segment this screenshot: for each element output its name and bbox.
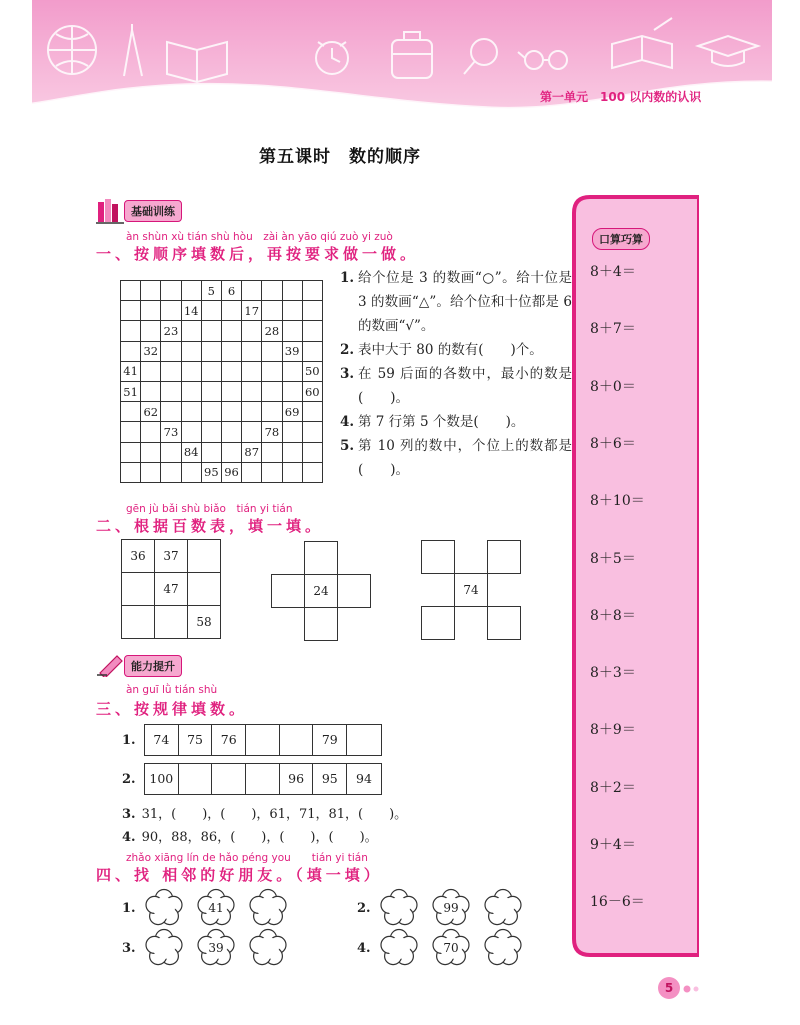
flower-value <box>379 928 419 968</box>
group-label: 4. <box>357 940 371 956</box>
hundred-chart-row <box>121 281 323 301</box>
flower-blank[interactable] <box>248 888 288 928</box>
hundred-chart-cell[interactable] <box>282 381 302 401</box>
mental-math-item[interactable]: 8＋2＝ <box>590 779 636 796</box>
hundred-chart-cell[interactable] <box>141 321 161 341</box>
hundred-chart-cell[interactable] <box>302 442 322 462</box>
hundred-chart-row <box>121 321 323 341</box>
hundred-chart-cell[interactable] <box>262 402 282 422</box>
flower-value <box>248 888 288 928</box>
mental-math-item[interactable]: 16－6＝ <box>590 894 645 911</box>
sequence-boxes <box>144 724 382 756</box>
hundred-chart-cell[interactable] <box>161 402 181 422</box>
flower-blank[interactable] <box>144 928 184 968</box>
hundred-chart-cell[interactable] <box>221 301 241 321</box>
hundred-chart-row <box>121 361 323 381</box>
mental-math-item[interactable]: 8＋4＝ <box>590 264 636 280</box>
sequence-cell: 96 <box>280 764 314 794</box>
hundred-chart-cell[interactable] <box>201 381 221 401</box>
flower-given <box>196 928 236 968</box>
hundred-chart-row <box>121 341 323 361</box>
hundred-chart-cell[interactable] <box>262 301 282 321</box>
flower-value: 41 <box>208 901 224 915</box>
question-text: 在 59 后面的各数中，最小的数是( )。 <box>358 366 572 406</box>
hundred-chart-cell[interactable] <box>201 422 221 442</box>
hundred-chart-cell[interactable] <box>242 361 262 381</box>
question-number: 3. <box>340 366 355 382</box>
hundred-chart-cell[interactable] <box>302 341 322 361</box>
neighbor-group <box>357 928 535 968</box>
question-number: 5. <box>340 438 355 454</box>
sequence-cell: 74 <box>145 725 179 755</box>
hundred-chart-cell[interactable] <box>242 462 262 482</box>
question-number: 1. <box>340 270 355 286</box>
question-item <box>340 266 572 338</box>
hundred-chart-cell[interactable] <box>161 381 181 401</box>
hundred-chart-cell[interactable] <box>282 442 302 462</box>
hundred-chart-cell[interactable] <box>141 422 161 442</box>
hundred-chart-cell[interactable] <box>221 422 241 442</box>
hundred-chart-cell[interactable] <box>242 321 262 341</box>
hundred-chart-cell[interactable] <box>121 341 141 361</box>
hundred-chart-cell[interactable] <box>141 301 161 321</box>
flower-value <box>248 928 288 968</box>
question-item <box>340 362 572 410</box>
hundred-chart-cell[interactable] <box>262 361 282 381</box>
hundred-chart-cell[interactable] <box>221 402 241 422</box>
hundred-chart-cell[interactable] <box>201 402 221 422</box>
section-4-pinyin: zhǎo xiāng lín de hǎo péng you tián yi tián <box>126 852 368 864</box>
sequence-cell[interactable] <box>280 725 314 755</box>
hundred-chart-cell: 50 <box>302 361 322 381</box>
hundred-chart-cell[interactable] <box>161 341 181 361</box>
section-4-title: 四、找 相邻的好朋友。（填一填） <box>96 866 383 884</box>
hundred-chart-cell: 23 <box>161 321 181 341</box>
hundred-chart-cell: 39 <box>282 341 302 361</box>
hundred-chart-row <box>121 402 323 422</box>
grid-cell[interactable] <box>487 540 521 574</box>
hundred-chart-cell[interactable] <box>302 301 322 321</box>
sequence-cell: 75 <box>179 725 213 755</box>
line-number: 4. <box>122 830 136 845</box>
badge-basic-training: 基础训练 <box>124 200 182 222</box>
group-label: 1. <box>122 900 136 916</box>
flower-given <box>196 888 236 928</box>
unit-subtitle: 100 以内数的认识 <box>600 90 702 104</box>
hundred-chart-cell: 60 <box>302 381 322 401</box>
header-banner <box>32 0 772 128</box>
hundred-chart-cell: 69 <box>282 402 302 422</box>
sequence-cell: 94 <box>356 771 372 786</box>
grid-cell: 24 <box>304 574 338 608</box>
section-1-title: 一、按顺序填数后，再按要求做一做。 <box>96 245 420 263</box>
question-item <box>340 338 572 362</box>
hundred-chart-cell[interactable] <box>161 281 181 301</box>
hundred-chart-cell[interactable] <box>242 402 262 422</box>
hundred-chart-cell[interactable] <box>181 281 201 301</box>
hundred-chart-cell[interactable] <box>161 301 181 321</box>
hundred-chart-cell: 95 <box>201 462 221 482</box>
flower-value <box>483 888 523 928</box>
mental-math-item[interactable]: 8＋10＝ <box>590 493 645 510</box>
hundred-chart-cell: 28 <box>262 321 282 341</box>
hundred-chart-cell[interactable] <box>282 301 302 321</box>
hundred-chart-row <box>121 301 323 321</box>
grid-cell[interactable] <box>421 540 455 574</box>
hundred-chart-cell[interactable] <box>221 321 241 341</box>
group-label: 2. <box>357 900 371 916</box>
hundred-chart-cell[interactable] <box>121 422 141 442</box>
hundred-chart-cell[interactable] <box>262 442 282 462</box>
grid-cell[interactable] <box>271 574 305 608</box>
sequence-line-3 <box>122 803 407 822</box>
hundred-chart-cell[interactable] <box>221 442 241 462</box>
hundred-chart-cell[interactable] <box>201 361 221 381</box>
hundred-chart-cell[interactable] <box>282 361 302 381</box>
hundred-chart-row <box>121 462 323 482</box>
hundred-chart-cell[interactable] <box>181 422 201 442</box>
hundred-chart <box>120 280 323 483</box>
mental-math-item[interactable]: 9＋4＝ <box>590 837 636 853</box>
mental-math-item[interactable]: 8＋6＝ <box>590 435 636 452</box>
hundred-chart-cell[interactable] <box>282 422 302 442</box>
mental-math-item[interactable]: 8＋3＝ <box>590 665 636 682</box>
hundred-chart-cell[interactable] <box>161 442 181 462</box>
hundred-chart-cell[interactable] <box>282 321 302 341</box>
question-text: 表中大于 80 的数有( )个。 <box>358 342 543 358</box>
grid-cell: 47 <box>154 572 188 606</box>
grid-cell: 37 <box>154 539 188 573</box>
sequence-cell[interactable] <box>347 725 381 755</box>
mental-math-item[interactable]: 8＋7＝ <box>590 321 636 338</box>
hundred-chart-cell[interactable] <box>221 341 241 361</box>
row-label: 1. <box>122 732 136 748</box>
sequence-row-2 <box>122 763 382 795</box>
lesson-title: 第五课时 数的顺序 <box>259 147 421 167</box>
grid-cell[interactable] <box>421 606 455 640</box>
hundred-chart-cell[interactable] <box>181 341 201 361</box>
section-2-pinyin: gēn jù bǎi shù biǎo tián yi tián <box>126 503 293 515</box>
sequence-cell[interactable] <box>212 764 246 794</box>
sequence-cell: 95 <box>313 764 347 794</box>
books-icon <box>96 196 126 224</box>
hundred-chart-cell[interactable] <box>302 462 322 482</box>
hundred-chart-cell[interactable] <box>141 462 161 482</box>
question-item <box>340 434 572 482</box>
hundred-chart-cell[interactable] <box>121 442 141 462</box>
flower-blank[interactable] <box>483 928 523 968</box>
sequence-row-1 <box>122 724 382 756</box>
hundred-chart-cell: 73 <box>161 422 181 442</box>
hundred-chart-cell[interactable] <box>221 361 241 381</box>
hundred-chart-cell[interactable] <box>181 381 201 401</box>
hundred-chart-cell[interactable] <box>181 361 201 381</box>
hundred-chart-cell[interactable] <box>181 402 201 422</box>
section-3-pinyin: àn guī lǜ tián shù <box>126 684 218 696</box>
pencil-icon <box>97 651 127 677</box>
hundred-chart-cell[interactable] <box>302 422 322 442</box>
question-number: 2. <box>340 342 355 358</box>
hundred-chart-cell[interactable] <box>121 301 141 321</box>
unit-label <box>540 88 701 105</box>
mental-math-item[interactable]: 8＋5＝ <box>590 550 636 567</box>
hundred-chart-cell[interactable] <box>262 281 282 301</box>
hundred-chart-cell: 62 <box>141 402 161 422</box>
flower-given <box>431 888 471 928</box>
hundred-chart-cell[interactable] <box>262 462 282 482</box>
hundred-chart-cell: 41 <box>121 361 141 381</box>
hundred-chart-row <box>121 381 323 401</box>
sequence-cell: 100 <box>145 764 179 794</box>
flower-value <box>379 888 419 928</box>
flower-given <box>431 928 471 968</box>
grid-cell[interactable] <box>121 605 155 639</box>
hundred-chart-cell: 14 <box>181 301 201 321</box>
neighbor-group <box>122 928 300 968</box>
hundred-chart-cell[interactable] <box>201 341 221 361</box>
grid-cell: 58 <box>187 605 221 639</box>
sequence-cell: 79 <box>313 725 347 755</box>
line-text: 90，88，86，( )，( )，( )。 <box>141 830 378 845</box>
question-text: 第 7 行第 5 个数是( )。 <box>358 414 525 430</box>
grid-cell[interactable] <box>487 606 521 640</box>
hundred-chart-cell: 84 <box>181 442 201 462</box>
hundred-chart-cell: 51 <box>121 381 141 401</box>
line-number: 3. <box>122 807 136 822</box>
hundred-chart-cell: 6 <box>221 281 241 301</box>
hundred-chart-cell[interactable] <box>302 402 322 422</box>
flower-value <box>144 928 184 968</box>
grid-cell[interactable] <box>187 572 221 606</box>
grid-cell[interactable] <box>304 607 338 641</box>
hundred-chart-cell[interactable] <box>141 361 161 381</box>
flower-value: 39 <box>208 941 224 955</box>
grid-cell[interactable] <box>337 574 371 608</box>
mental-math-item[interactable]: 8＋0＝ <box>590 378 636 395</box>
neighbor-group <box>357 888 535 928</box>
hundred-chart-cell[interactable] <box>242 381 262 401</box>
grid-cell[interactable] <box>304 541 338 575</box>
hundred-chart-cell[interactable] <box>141 381 161 401</box>
hundred-chart-cell[interactable] <box>242 422 262 442</box>
section-2-title: 二、根据百数表，填一填。 <box>96 517 325 535</box>
mental-math-item[interactable]: 8＋8＝ <box>590 607 636 624</box>
sequence-line-4 <box>122 826 378 845</box>
grid-cell[interactable] <box>154 605 188 639</box>
flower-value: 99 <box>443 901 459 915</box>
flower-blank[interactable] <box>144 888 184 928</box>
hundred-chart-cell[interactable] <box>121 281 141 301</box>
hundred-chart-row <box>121 442 323 462</box>
flower-blank[interactable] <box>483 888 523 928</box>
hundred-chart-cell[interactable] <box>302 281 322 301</box>
hundred-chart-cell[interactable] <box>201 442 221 462</box>
group-label: 3. <box>122 940 136 956</box>
hundred-chart-cell[interactable] <box>181 462 201 482</box>
question-item <box>340 410 572 434</box>
flower-value <box>144 888 184 928</box>
hundred-chart-cell[interactable] <box>141 442 161 462</box>
hundred-chart-cell[interactable] <box>242 281 262 301</box>
sequence-cell: 76 <box>212 725 246 755</box>
hundred-chart-cell[interactable] <box>201 321 221 341</box>
hundred-chart-cell: 32 <box>141 341 161 361</box>
grid-cell: 74 <box>454 573 488 607</box>
section-1-pinyin: àn shùn xù tián shù hòu zài àn yāo qiú zuò yi zuò <box>126 231 393 243</box>
flower-value: 70 <box>443 941 459 955</box>
hundred-chart-cell[interactable] <box>262 341 282 361</box>
hundred-chart-cell[interactable] <box>121 402 141 422</box>
hundred-chart-cell[interactable] <box>221 381 241 401</box>
hundred-chart-cell: 87 <box>242 442 262 462</box>
hundred-chart-cell: 78 <box>262 422 282 442</box>
hundred-chart-cell: 5 <box>201 281 221 301</box>
sequence-cell[interactable] <box>246 725 280 755</box>
question-text: 给个位是 3 的数画“○”。给十位是 3 的数画“△”。给个位和十位都是 6 的数画“√”。 <box>358 270 572 334</box>
hundred-chart-row <box>121 422 323 442</box>
hundred-chart-cell[interactable] <box>242 341 262 361</box>
sequence-boxes <box>144 763 382 795</box>
hundred-chart-cell[interactable] <box>262 381 282 401</box>
hundred-chart-cell[interactable] <box>282 281 302 301</box>
flower-blank[interactable] <box>379 928 419 968</box>
hundred-chart-cell[interactable] <box>302 321 322 341</box>
hundred-chart-cell[interactable] <box>181 321 201 341</box>
page-number: 5 <box>658 977 680 999</box>
question-number: 4. <box>340 414 355 430</box>
badge-ability-improvement: 能力提升 <box>124 655 182 677</box>
hundred-chart-cell[interactable] <box>161 361 181 381</box>
flower-value <box>483 928 523 968</box>
line-text: 31，( )，( )，61，71，81，( )。 <box>141 807 408 822</box>
mental-math-item[interactable]: 8＋9＝ <box>590 722 636 739</box>
grid-cell[interactable] <box>187 539 221 573</box>
sequence-cell[interactable] <box>246 764 280 794</box>
section-1-questions <box>340 266 572 482</box>
hundred-chart-cell: 96 <box>221 462 241 482</box>
badge-mental-math: 口算巧算 <box>592 228 650 250</box>
hundred-chart-cell[interactable] <box>282 462 302 482</box>
grid-cell[interactable] <box>121 572 155 606</box>
neighbor-group <box>122 888 300 928</box>
hundred-chart-cell: 17 <box>242 301 262 321</box>
section-3-title: 三、按规律填数。 <box>96 700 249 718</box>
grid-cell: 36 <box>121 539 155 573</box>
hundred-chart-cell[interactable] <box>121 321 141 341</box>
hundred-chart-cell[interactable] <box>201 301 221 321</box>
flower-blank[interactable] <box>379 888 419 928</box>
hundred-chart-cell[interactable] <box>121 462 141 482</box>
page-dots <box>683 985 703 993</box>
question-text: 第 10 列的数中，个位上的数都是( )。 <box>358 438 572 478</box>
unit-number: 第一单元 <box>540 90 589 104</box>
flower-blank[interactable] <box>248 928 288 968</box>
hundred-chart-cell[interactable] <box>161 462 181 482</box>
row-label: 2. <box>122 771 136 787</box>
hundred-chart-cell[interactable] <box>141 281 161 301</box>
sequence-cell[interactable] <box>179 764 213 794</box>
